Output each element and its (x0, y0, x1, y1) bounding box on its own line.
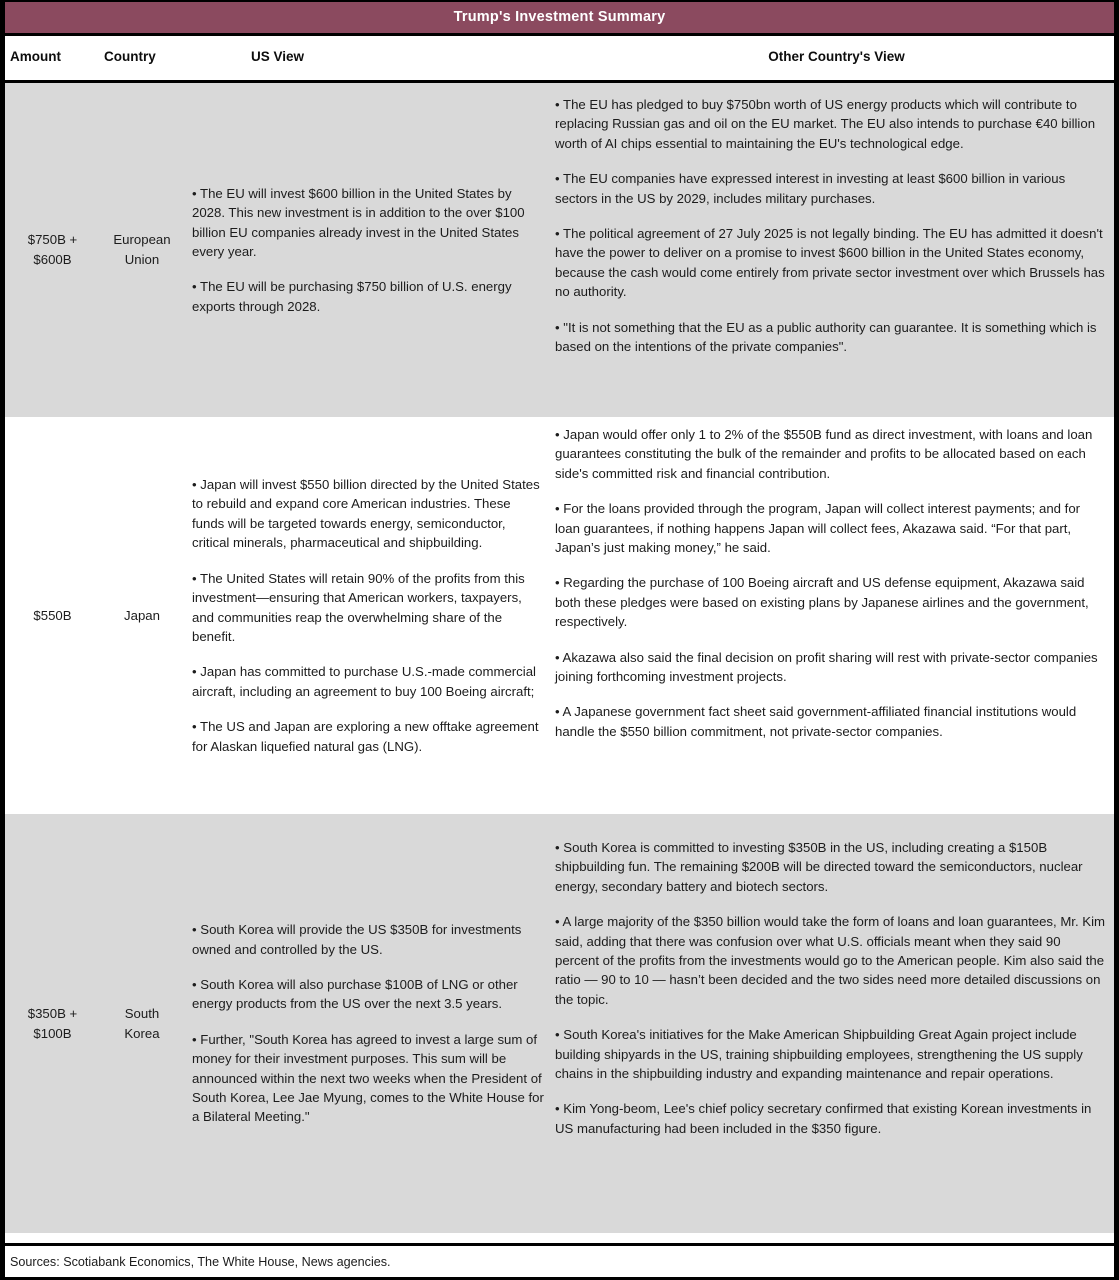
country-line-2: Korea (124, 1025, 160, 1041)
bullet-item: • South Korea will provide the US $350B for investments owned and controlled by the US. (192, 922, 522, 957)
country-line-1: South (124, 1005, 160, 1021)
bullet-item: • For the loans provided through the program, Japan will collect interest payments; and for loan guarantees, if nothing happens Japan will collect fees, Akazawa said. “For that part, Japan’s just making money,” he said. (555, 501, 1081, 556)
cell-us-view (184, 83, 550, 417)
table-row (5, 83, 1114, 417)
bullet-item: • Regarding the purchase of 100 Boeing aircraft and US defense equipment, Akazawa said both these pledges were based on existing plans by Japanese airlines and the government, respectively. (555, 575, 1089, 630)
bullet-item: • Kim Yong-beom, Lee's chief policy secretary confirmed that existing Korean investments in US manufacturing had been included in the $350 figure. (555, 1101, 1092, 1136)
cell-other-view (550, 83, 1114, 417)
column-header-amount: Amount (10, 49, 61, 64)
bullet-item: • The EU will invest $600 billion in the United States by 2028. This new investment is in addition to the over $100 billion EU companies already invest in the United States every year. (192, 185, 525, 259)
cell-other-view (550, 417, 1114, 814)
table-row (5, 417, 1114, 814)
bullet-item: • The US and Japan are exploring a new offtake agreement for Alaskan liquefied natural gas (LNG). (192, 719, 539, 754)
table-body (5, 83, 1114, 1243)
bullet-item: • South Korea is committed to investing $350B in the US, including creating a $150B shipbuilding fun. The remaining $200B will be directed toward the semiconductors, nuclear energy, secondary battery and biotech sectors. (555, 840, 1083, 894)
sources-note: Sources: Scotiabank Economics, The White House, News agencies. (5, 1243, 1114, 1277)
country-line-1: Japan (124, 607, 160, 623)
bullet-item: • Akazawa also said the final decision on profit sharing will rest with private-sector companies joining forthcoming investment projects. (555, 649, 1098, 685)
bullet-item: • The United States will retain 90% of the profits from this investment—ensuring that American workers, taxpayers, and communities reap the overwhelming share of the benefit. (192, 570, 525, 644)
table-title: Trump's Investment Summary (5, 2, 1114, 36)
bullet-item: • South Korea will also purchase $100B of LNG or other energy products from the US over the next 3.5 years. (192, 976, 518, 1012)
bullet-item: • South Korea's initiatives for the Make American Shipbuilding Great Again project include building shipyards in the US, training shipbuilding employees, strengthening the US supply chains in the shipbuilding industry and expanding maintenance and repair operations. (555, 1027, 1083, 1082)
column-header-other-view: Other Country's View (768, 49, 905, 64)
bullet-item: • The EU has pledged to buy $750bn worth of US energy products which will contribute to replacing Russian gas and oil on the EU market. The EU also intends to purchase €40 billion worth of AI chips essential to maintaining the EU's technological edge. (555, 97, 1096, 151)
amount-line-1: $350B + (27, 1005, 78, 1021)
amount-line-1: $750B + (27, 232, 78, 248)
amount-line-2: $100B (33, 1025, 72, 1041)
bullet-item: • The EU companies have expressed interest in investing at least $600 billion in various sectors in the US by 2029, includes military purchases. (555, 171, 1066, 206)
amount-line-1: $550B (33, 607, 72, 623)
cell-amount (5, 83, 100, 417)
cell-amount (5, 417, 100, 814)
cell-amount (5, 814, 100, 1233)
bullet-item: • A large majority of the $350 billion would take the form of loans and loan guarantees, Mr. Kim said, adding that there was confusion over what U.S. officials meant when they said 90 percent of the profits from the investments would go to the American people. Kim also said the ratio — 90 to 10 — hasn’t been decided and the two sides need more detailed discussions on the topic. (555, 914, 1106, 1007)
cell-us-view (184, 814, 550, 1233)
cell-other-view (550, 814, 1114, 1233)
column-header-us-view: US View (250, 49, 305, 64)
bullet-item: • Japan will invest $550 billion directed by the United States to rebuild and expand core American industries. These funds will be targeted towards energy, semiconductor, critical minerals, pharmaceutical and shipbuilding. (192, 477, 540, 551)
country-line-2: Union (124, 252, 160, 267)
amount-line-2: $600B (33, 252, 72, 267)
bullet-item: • "It is not something that the EU as a public authority can guarantee. It is something which is based on the intentions of the private companies". (555, 319, 1097, 355)
country-line-1: European (113, 232, 171, 248)
cell-country (100, 814, 184, 1233)
column-header-row (5, 36, 1114, 83)
bullet-item: • Japan would offer only 1 to 2% of the $550B fund as direct investment, with loans and loan guarantees constituting the bulk of the remainder and profits to be allocated based on each side's committed risk and financial contribution. (555, 427, 1093, 481)
bullet-item: • Further, "South Korea has agreed to invest a large sum of money for their investment purposes. This sum will be announced within the next two weeks when the President of South Korea, Lee Jae Myung, comes to the White House for a Bilateral Meeting." (192, 1031, 544, 1125)
bullet-item: • Japan has committed to purchase U.S.-made commercial aircraft, including an agreement to buy 100 Boeing aircraft; (192, 664, 536, 699)
cell-country (100, 83, 184, 417)
table-row (5, 814, 1114, 1233)
bullet-item: • The political agreement of 27 July 2025 is not legally binding. The EU has admitted it doesn't have the power to deliver on a promise to invest $600 billion in the United States economy, because the cash would come entirely from private sector investment over which Brussels has no authority. (555, 226, 1105, 300)
column-header-country: Country (104, 49, 156, 64)
cell-country (100, 417, 184, 814)
cell-us-view (184, 417, 550, 814)
bullet-item: • A Japanese government fact sheet said government-affiliated financial institutions would handle the $550 billion commitment, not private-sector companies. (555, 704, 1077, 739)
bullet-item: • The EU will be purchasing $750 billion of U.S. energy exports through 2028. (192, 279, 512, 314)
